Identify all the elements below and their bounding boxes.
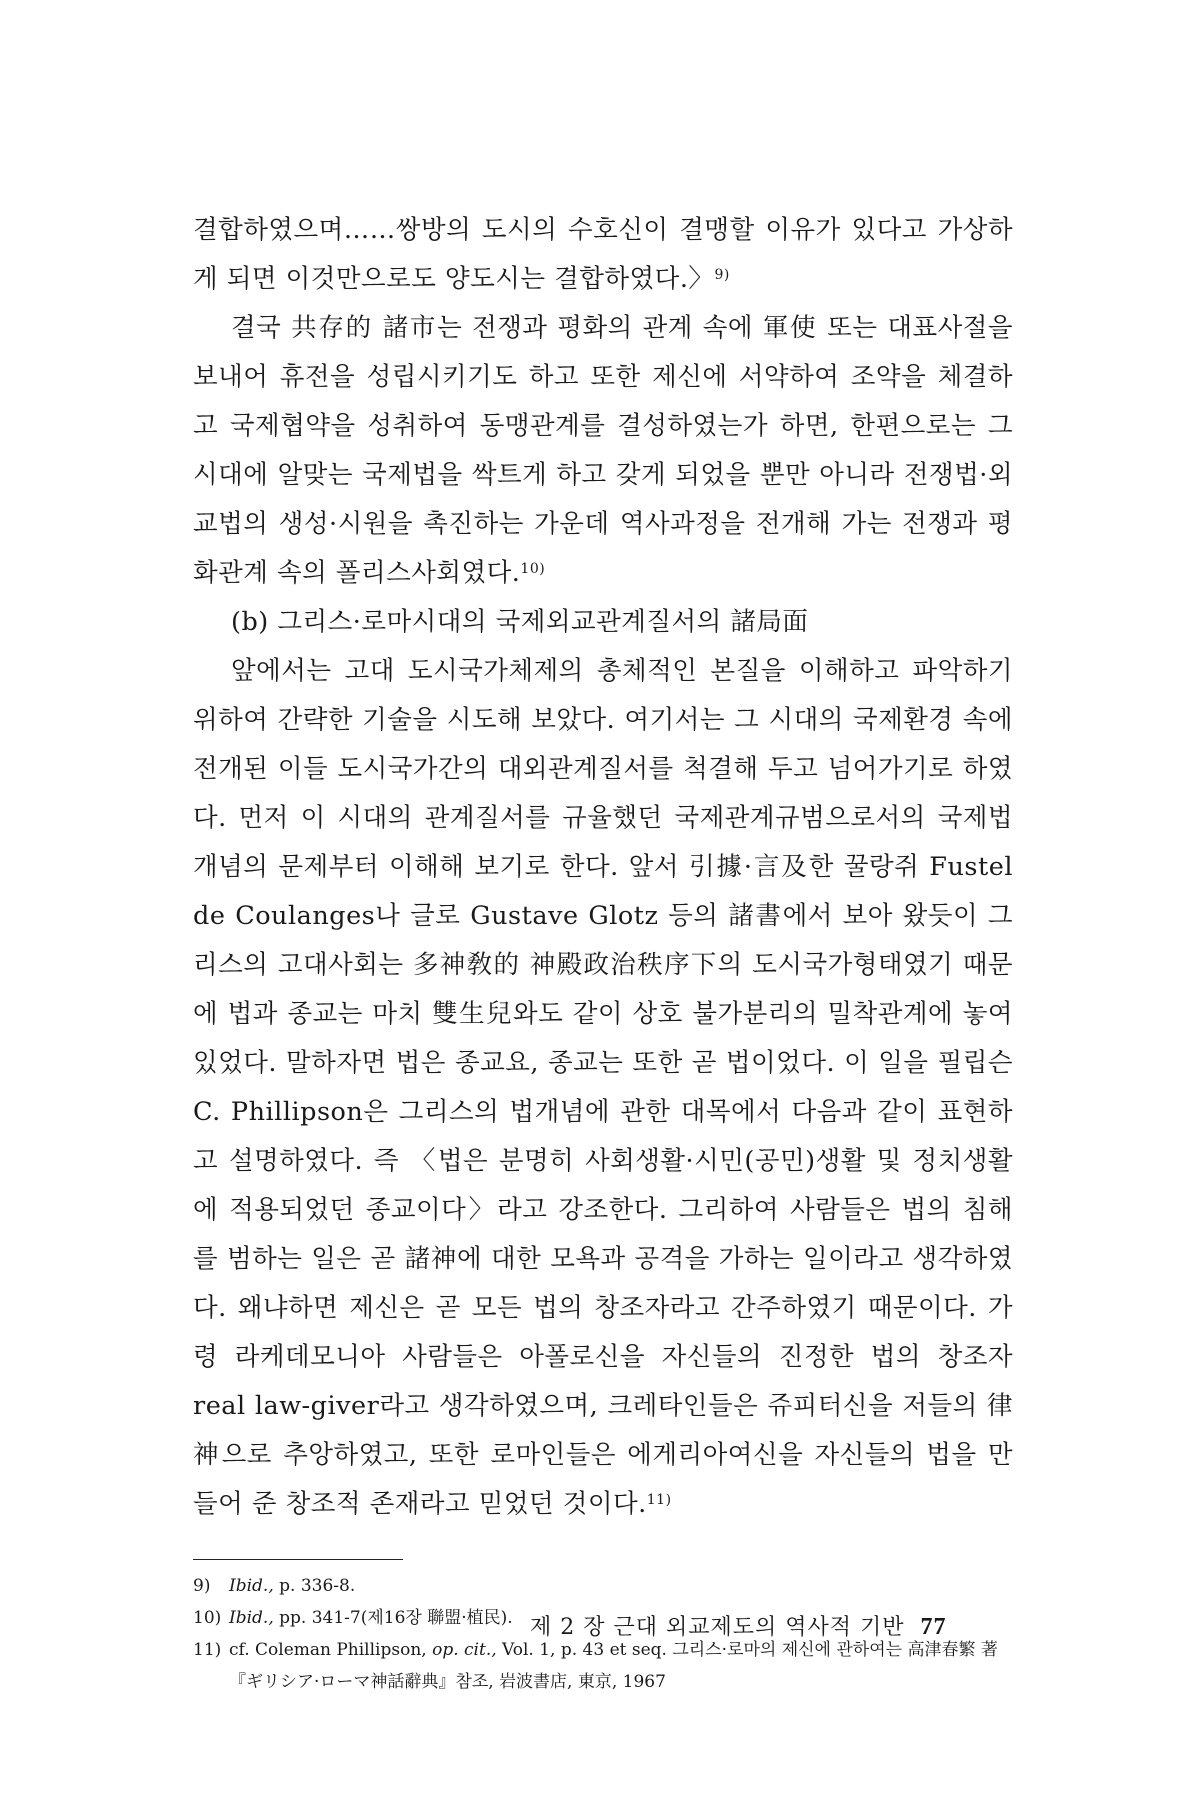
- section-heading: (b) 그리스·로마시대의 국제외교관계질서의 諸局面: [231, 607, 809, 637]
- footnote-detail: pp. 341-7(제16장 聯盟·植民).: [273, 1608, 513, 1628]
- footnote-number: 10): [193, 1608, 222, 1628]
- paragraph-2: [193, 304, 1013, 598]
- footnote-citation: op. cit.,: [432, 1640, 497, 1660]
- footnote-number: 9): [193, 1576, 211, 1596]
- footnote-11: [193, 1634, 1013, 1698]
- note-ref-9: 9): [714, 267, 730, 283]
- note-ref-10: 10): [520, 561, 546, 577]
- page-number: 77: [920, 1614, 947, 1640]
- paragraph-3-text: 앞에서는 고대 도시국가체제의 총체적인 본질을 이해하고 파악하기 위하여 간략한 기술을 시도해 보았다. 여기서는 그 시대의 국제환경 속에 전개된 이들 도시국가간의 대외관계질서를 척결해 두고 넘어가기로 하였다. 먼저 이 시대의 관계질서를 규율했던 국제관계규범으로서의 국제법 개념의 문제부터 이해해 보기로 한다. 앞서 引據·言及한 꿀랑쥐 Fustel de Coulanges나 글로 Gustave Glotz 등의 諸書에서 보아 왔듯이 그리스의 고대사회는 多神敎的 神殿政治秩序下의 도시국가형태였기 때문에 법과 종교는 마치 雙生兒와도 같이 상호 불가분리의 밀착관계에 놓여 있었다. 말하자면 법은 종교요, 종교는 또한 곧 법이었다. 이 일을 필립슨 C. Phillipson은 그리스의 법개념에 관한 대목에서 다음과 같이 표현하고 설명하였다. 즉 〈법은 분명히 사회생활·시민(공민)생활 및 정치생활에 적용되었던 종교이다〉라고 강조한다. 그리하여 사람들은 법의 침해를 범하는 일은 곧 諸神에 대한 모욕과 공격을 가하는 일이라고 생각하였다. 왜냐하면 제신은 곧 모든 법의 창조자라고 간주하였기 때문이다. 가령 라케데모니아 사람들은 아폴로신을 자신들의 진정한 법의 창조자 real law-giver라고 생각하였으며, 크레타인들은 쥬피터신을 저들의 律神으로 추앙하였고, 또한 로마인들은 에게리아여신을 자신들의 법을 만들어 준 창조적 존재라고 믿었던 것이다.: [193, 656, 1013, 1519]
- paragraph-1: [193, 206, 1013, 304]
- footnote-9: [193, 1570, 1013, 1602]
- running-footer: [530, 1610, 947, 1641]
- footnote-divider: [193, 1559, 403, 1560]
- paragraph-2-text: 결국 共存的 諸市는 전쟁과 평화의 관계 속에 軍使 또는 대표사절을 보내어 휴전을 성립시키기도 하고 또한 제신에 서약하여 조약을 체결하고 국제협약을 성취하여 동맹관계를 결성하였는가 하면, 한편으로는 그 시대에 알맞는 국제법을 싹트게 하고 갖게 되었을 뿐만 아니라 전쟁법·외교법의 생성·시원을 촉진하는 가운데 역사과정을 전개해 가는 전쟁과 평화관계 속의 폴리스사회였다.: [193, 313, 1013, 588]
- footnote-citation: Ibid.,: [229, 1608, 274, 1628]
- paragraph-1-text: 결합하였으며……쌍방의 도시의 수호신이 결맹할 이유가 있다고 가상하게 되면 이것만으로도 양도시는 결합하였다.〉: [193, 215, 1013, 294]
- footnote-text: [229, 1634, 1013, 1698]
- note-ref-11: 11): [646, 1492, 672, 1508]
- footnote-citation: Ibid.,: [229, 1576, 274, 1596]
- footnote-detail: Vol. 1, p. 43 et seq. 그리스·로마의 제신에 관하여는 高津春繁 著『ギリシア·ローマ神話辭典』참조, 岩波書店, 東京, 1967: [229, 1640, 998, 1692]
- page-content: [193, 206, 1013, 1698]
- footnote-text: [229, 1570, 1013, 1602]
- chapter-label: 제 2 장 근대 외교제도의 역사적 기반: [530, 1615, 905, 1640]
- footnote-number: 11): [193, 1640, 222, 1660]
- footnote-detail: p. 336-8.: [273, 1576, 356, 1596]
- footnote-prefix: cf. Coleman Phillipson,: [229, 1640, 433, 1660]
- paragraph-3: [193, 647, 1013, 1529]
